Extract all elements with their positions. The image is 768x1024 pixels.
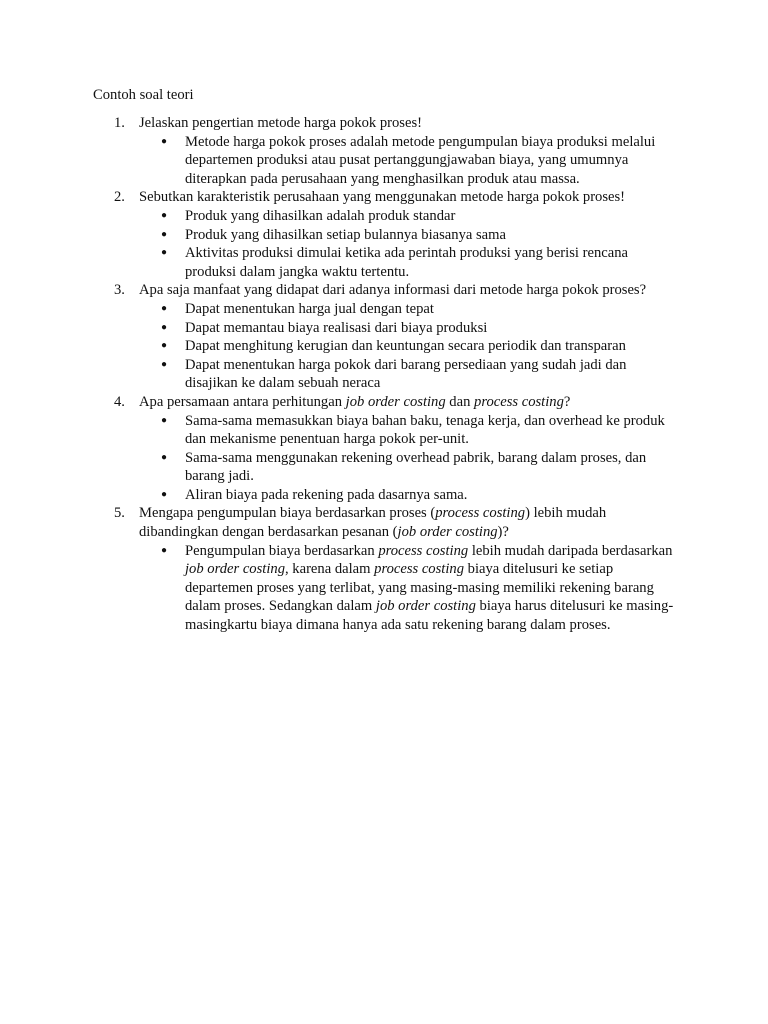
answer-list [0,300,680,393]
question-number: 5. [114,505,125,522]
text-run: Produk yang dihasilkan setiap bulannya biasanya sama [185,226,506,243]
answer-item [161,356,680,393]
text-run: Sebutkan karakteristik perusahaan yang menggunakan metode harga pokok proses! [139,189,626,206]
answer-item [161,300,680,319]
text-run: lebih mudah daripada berdasarkan [468,542,673,559]
answer-item [161,244,680,281]
text-run: Sama-sama memasukkan biaya bahan baku, tenaga kerja, dan overhead ke produk dan mekanisme penentuan harga pokok per-unit. [185,412,665,448]
answer-list [0,207,680,281]
bullet-icon: ● [161,414,168,426]
question-text [0,393,679,412]
text-run: Dapat memantau biaya realisasi dari biaya produksi [185,319,488,336]
text-run: biaya ditelusuri ke setiap departemen proses yang terlibat, yang masing-masing memiliki rekening barang dalam proses. Sedangkan dalam [185,561,654,615]
text-run: ) lebih mudah dibandingkan dengan berdasarkan pesanan ( [139,505,607,541]
italic-term: process costing [474,393,564,410]
answer-list [0,542,680,635]
italic-term: process costing [378,542,469,559]
text-run: )? [497,524,509,541]
text-run: Dapat menghitung kerugian dan keuntungan secara periodik dan transparan [185,338,626,355]
bullet-icon: ● [161,321,168,333]
bullet-icon: ● [161,135,168,147]
question-item [0,114,768,188]
bullet-icon: ● [161,247,168,259]
text-run: , karena dalam [285,561,375,578]
italic-term: job order costing [375,598,476,615]
question-text [0,188,679,207]
bullet-icon: ● [161,488,168,500]
bullet-icon: ● [161,544,168,556]
answer-item [161,226,680,245]
italic-term: process costing [435,505,526,522]
text-run: ? [563,393,571,410]
bullet-icon: ● [161,228,168,240]
question-number: 1. [114,115,125,131]
text-run: Aktivitas produksi dimulai ketika ada perintah produksi yang berisi rencana produksi dalam jangka waktu tertentu. [185,245,628,280]
bullet-icon: ● [161,358,168,370]
text-run: Dapat menentukan harga jual dengan tepat [185,300,434,317]
question-number: 3. [114,282,125,299]
question-item [0,393,768,505]
text-run: Aliran biaya pada rekening pada dasarnya sama. [185,486,468,503]
text-run: Metode harga pokok proses adalah metode pengumpulan biaya produksi melalui departemen produksi atau pusat pertanggungjawaban biaya, yang umumnya diterapkan pada perusahaan yang menghasilkan produk atau massa. [185,133,656,187]
italic-term: job order costing [345,393,446,410]
text-run: biaya harus ditelusuri ke masing-masingkartu biaya dimana hanya ada satu rekening barang dalam proses. [185,598,674,634]
italic-term: job order costing [397,524,498,541]
question-item [0,504,768,634]
question-list [0,114,768,635]
answer-item [161,449,680,486]
answer-list [0,133,680,189]
question-item [0,281,768,393]
italic-term: job order costing [185,561,285,578]
text-run: Jelaskan pengertian metode harga pokok proses! [139,115,423,131]
answer-item [161,337,680,356]
text-run: Apa persamaan antara perhitungan [139,393,346,410]
text-run: Produk yang dihasilkan adalah produk standar [185,207,456,224]
answer-item [161,207,680,226]
question-number: 2. [114,189,125,206]
question-text [0,281,679,300]
text-run: Apa saja manfaat yang didapat dari adanya informasi dari metode harga pokok proses? [139,282,647,299]
answer-item [161,486,680,505]
answer-item [161,542,680,635]
text-run: Dapat menentukan harga pokok dari barang persediaan yang sudah jadi dan disajikan ke dalam sebuah neraca [185,356,627,392]
answer-list [0,412,680,505]
question-text [0,504,679,541]
bullet-icon: ● [161,451,168,463]
question-text [0,114,679,133]
answer-item [161,319,680,338]
italic-term: process costing [374,561,464,578]
text-run: Sama-sama menggunakan rekening overhead pabrik, barang dalam proses, dan barang jadi. [185,449,647,485]
bullet-icon: ● [161,302,168,314]
text-run: Mengapa pengumpulan biaya berdasarkan proses ( [139,505,436,522]
question-number: 4. [114,393,125,410]
text-run: Pengumpulan biaya berdasarkan [185,542,379,559]
answer-item [161,133,680,189]
bullet-icon: ● [161,209,168,221]
question-item [0,188,768,281]
bullet-icon: ● [161,340,168,352]
text-run: dan [445,393,475,410]
document-title: Contoh soal teori [93,87,194,103]
answer-item [161,412,680,449]
